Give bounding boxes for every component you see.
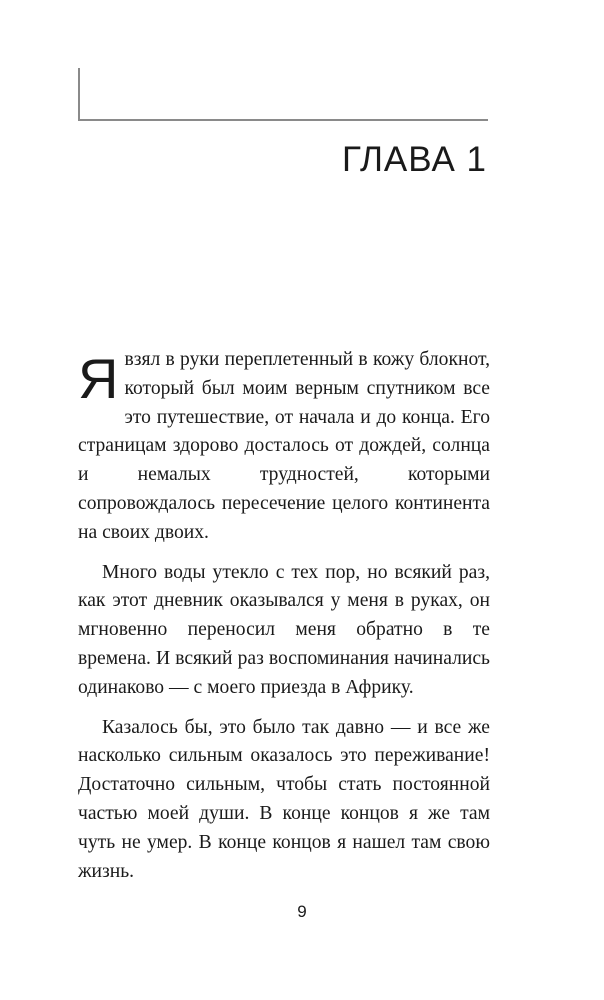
chapter-corner-rule: [78, 68, 488, 121]
paragraph-2: Много воды утекло с тех пор, но всякий раз, как этот дневник оказывался у меня в руках, он мгновенно переносил меня обратно в те времена. И всякий раз воспоминания начинались одинаково — с моего приезда в Африку.: [78, 561, 490, 698]
chapter-body: [78, 346, 490, 886]
paragraph-1-text: взял в руки переплетенный в кожу блокнот, который был моим верным спутником все это путешествие, от начала и до конца. Его страницам здорово досталось от дождей, солнца и немалых трудностей, которыми сопровождалось пересечение целого континента на своих двоих.: [78, 349, 490, 543]
drop-cap: Я: [78, 347, 119, 410]
page-number: 9: [297, 902, 307, 921]
paragraph-3: Казалось бы, это было так давно — и все же насколько сильным оказалось это переживание! Достаточно сильным, чтобы стать постоянной частью моей души. В конце концов я же там чуть не умер. В конце концов я нашел там свою жизнь.: [78, 716, 490, 882]
chapter-title: ГЛАВА 1: [341, 140, 487, 179]
paragraph-1: [78, 346, 490, 548]
